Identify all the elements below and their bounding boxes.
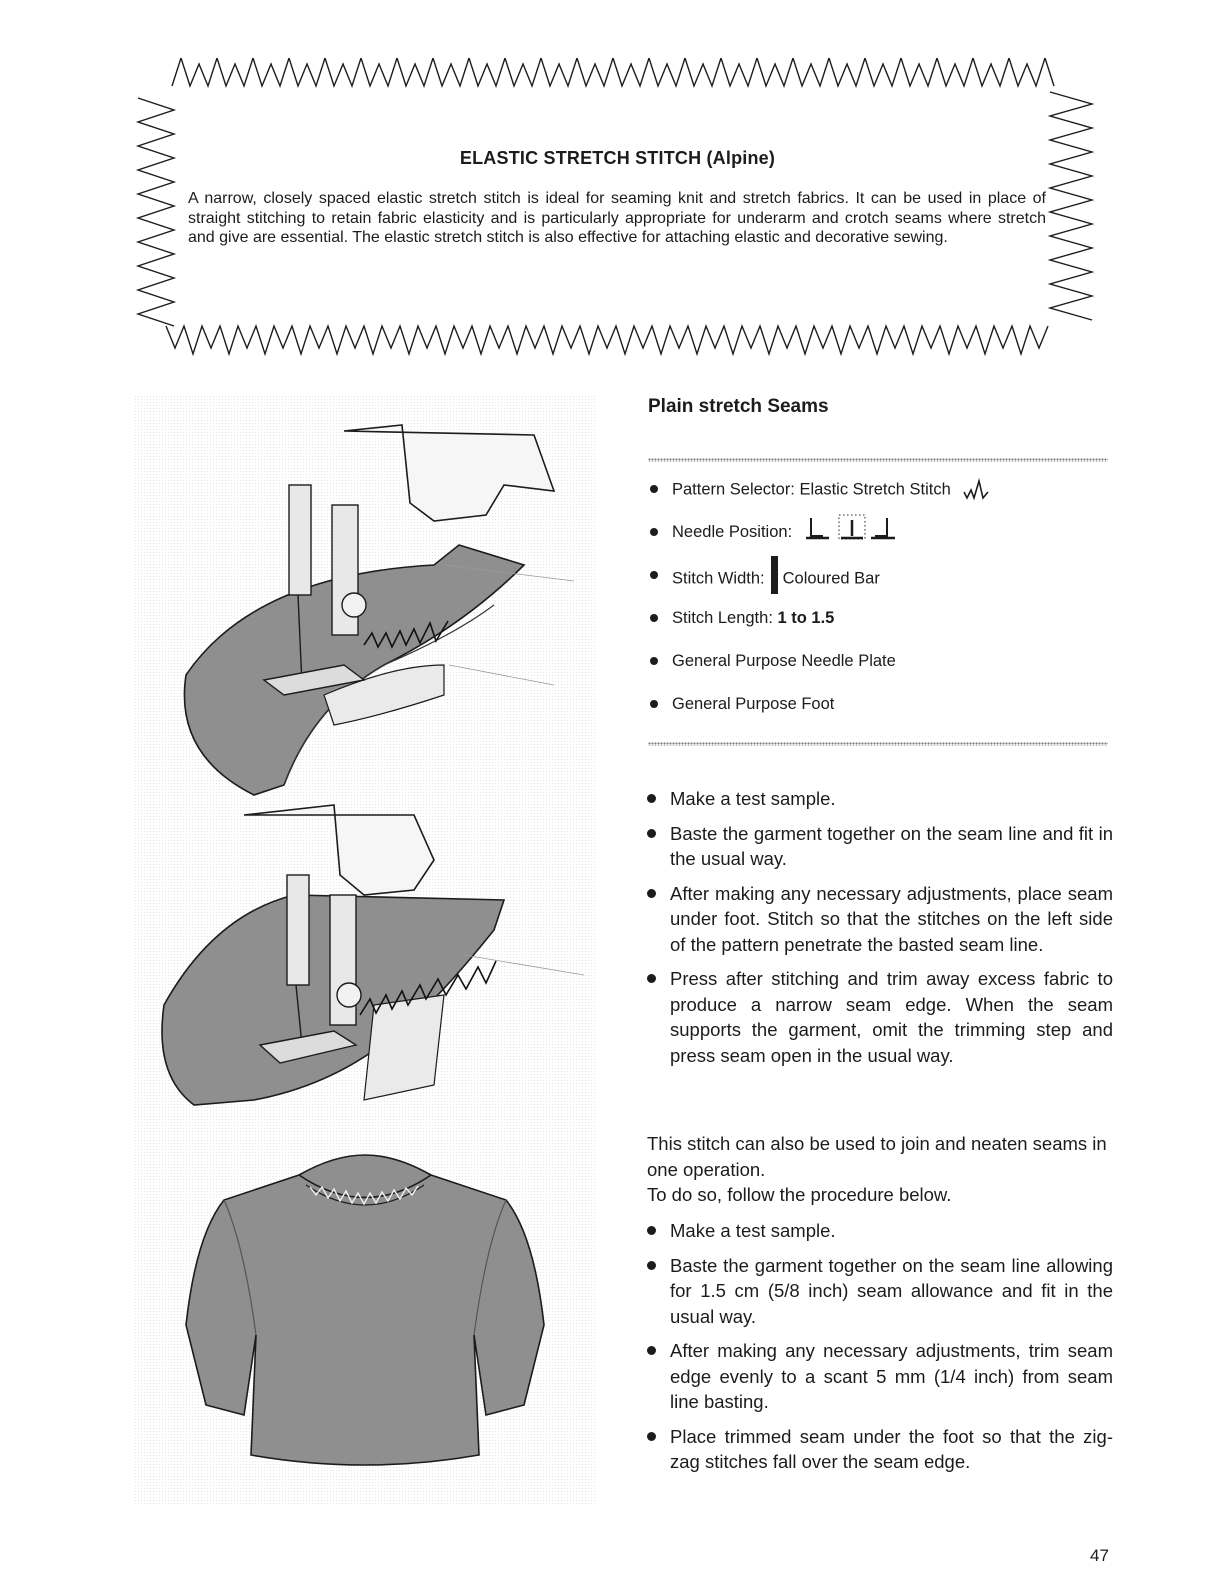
dotted-divider-bottom bbox=[648, 742, 1108, 746]
bullet-dot bbox=[650, 485, 658, 493]
setting-needle-position bbox=[648, 521, 1108, 564]
list-item: Baste the garment together on the seam line and fit in the usual way. bbox=[645, 821, 1113, 872]
bullet-dot bbox=[647, 794, 656, 803]
bullet-dot bbox=[647, 1346, 656, 1355]
bullet-dot bbox=[650, 528, 658, 536]
needle-position-icon bbox=[805, 512, 901, 544]
stitch-width-value: Coloured Bar bbox=[782, 569, 880, 588]
elastic-stitch-icon bbox=[963, 478, 989, 502]
list-item: After making any necessary adjustments, place seam under foot. Stitch so that the stitches on the left side of the pattern penetrate the basted seam line. bbox=[645, 881, 1113, 958]
stitch-length-value: 1 to 1.5 bbox=[777, 609, 835, 627]
list-item: Make a test sample. bbox=[645, 786, 1113, 812]
section-title: Plain stretch Seams bbox=[648, 396, 829, 417]
needle-position-label: Needle Position: bbox=[672, 523, 793, 541]
list-item: Press after stitching and trim away excess fabric to produce a narrow seam edge. When the seam supports the garment, omit the trimming step and press seam open in the usual way. bbox=[645, 966, 1113, 1068]
pattern-selector-text: Pattern Selector: Elastic Stretch Stitch bbox=[672, 480, 951, 499]
page-number: 47 bbox=[1090, 1546, 1109, 1565]
intro-description: A narrow, closely spaced elastic stretch stitch is ideal for seaming knit and stretch fabrics. It can be used in place of straight stitching to retain fabric elasticity and is particularly appropriate for underarm and crotch seams where stretch and give are essential. The elastic stretch stitch is also effective for attaching elastic and decorative sewing. bbox=[188, 190, 1046, 246]
setting-foot bbox=[648, 693, 1108, 736]
paragraph-line-2: To do so, follow the procedure below. bbox=[647, 1184, 952, 1205]
bullet-dot bbox=[650, 700, 658, 708]
needle-plate-text: General Purpose Needle Plate bbox=[672, 652, 896, 670]
illustrations-column bbox=[134, 395, 596, 1505]
bullet-dot bbox=[650, 571, 658, 579]
bullet-dot bbox=[647, 1432, 656, 1441]
coloured-bar-icon bbox=[771, 556, 778, 594]
steps-join-neaten bbox=[645, 1218, 1113, 1484]
bullet-dot bbox=[647, 889, 656, 898]
settings-list bbox=[648, 478, 1108, 736]
bullet-dot bbox=[650, 657, 658, 665]
list-item: After making any necessary adjustments, trim seam edge evenly to a scant 5 mm (1/4 inch) from seam line basting. bbox=[645, 1338, 1113, 1415]
join-neaten-paragraph bbox=[647, 1131, 1113, 1208]
paragraph-line-1: This stitch can also be used to join and neaten seams in one operation. bbox=[647, 1133, 1107, 1180]
dotted-divider-top bbox=[648, 458, 1108, 462]
list-item: Place trimmed seam under the foot so that the zig-zag stitches fall over the seam edge. bbox=[645, 1424, 1113, 1475]
bullet-dot bbox=[647, 829, 656, 838]
foot-text: General Purpose Foot bbox=[672, 695, 835, 713]
bullet-dot bbox=[647, 1226, 656, 1235]
setting-needle-plate bbox=[648, 650, 1108, 693]
stitch-length-label: Stitch Length: bbox=[672, 609, 773, 627]
list-item: Baste the garment together on the seam line allowing for 1.5 cm (5/8 inch) seam allowance and fit in the usual way. bbox=[645, 1253, 1113, 1330]
intro-title: ELASTIC STRETCH STITCH (Alpine) bbox=[459, 148, 776, 168]
setting-stitch-length bbox=[648, 607, 1108, 650]
bullet-dot bbox=[647, 1261, 656, 1270]
bullet-dot bbox=[650, 614, 658, 622]
stitch-width-label: Stitch Width: bbox=[672, 569, 765, 588]
list-item: Make a test sample. bbox=[645, 1218, 1113, 1244]
bullet-dot bbox=[647, 974, 656, 983]
setting-stitch-width bbox=[648, 564, 1108, 607]
steps-plain-seam bbox=[645, 786, 1113, 1077]
